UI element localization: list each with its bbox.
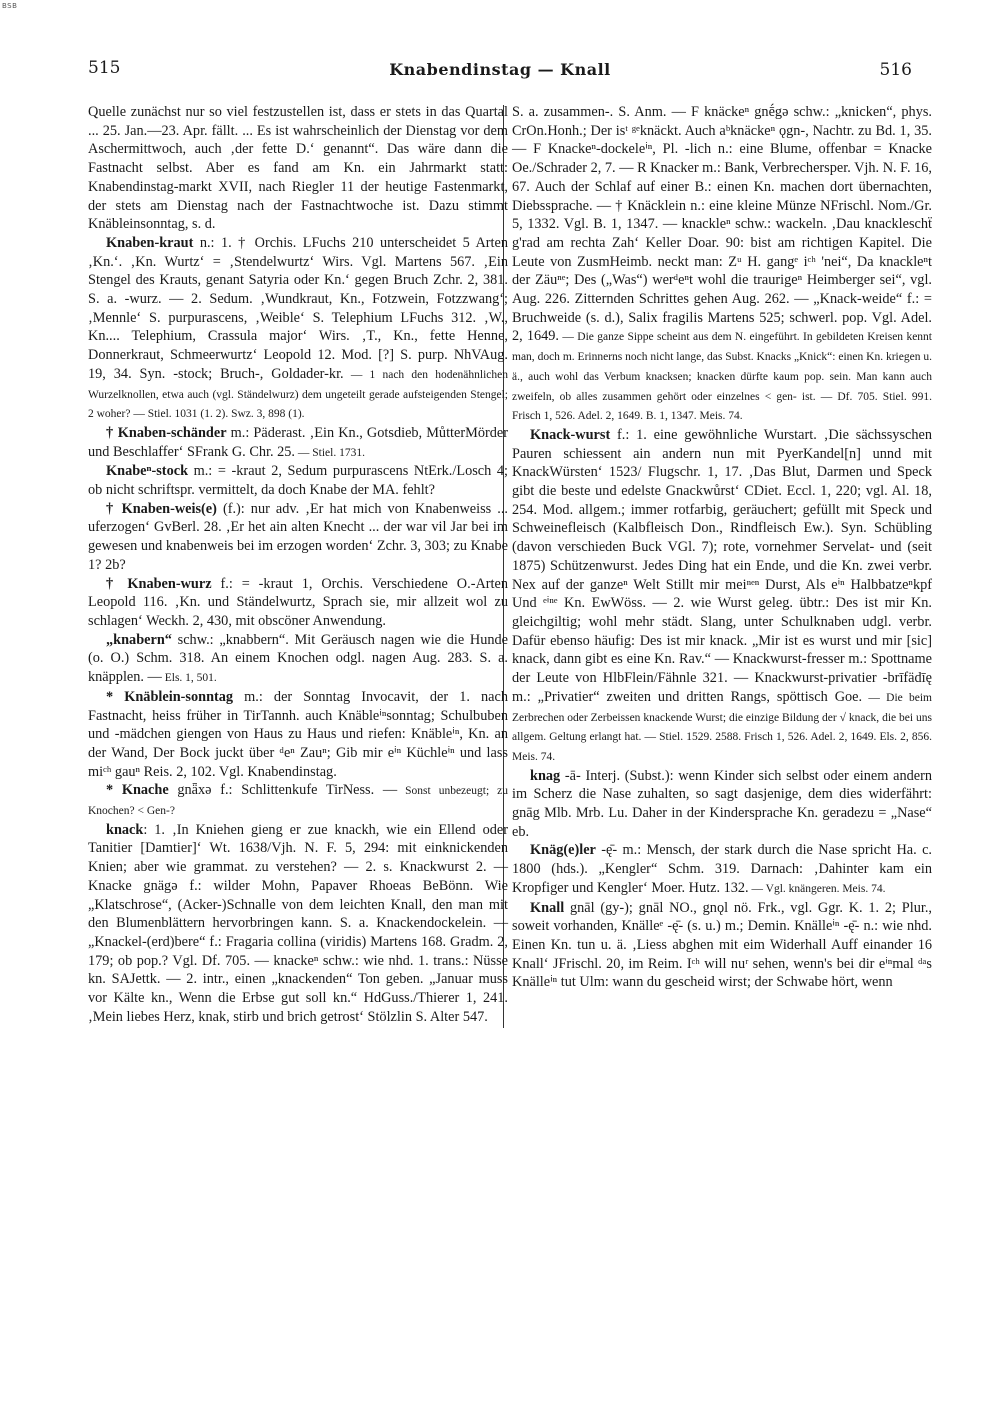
entry-note: — Die ganze Sippe scheint aus dem N. eingeführt. In gebildeten Kreisen kennt man, doch m. Erinnerns noch nicht lange, das Subst. Knacks „Knick“: einen Kn. kriegen u. ä., auch wohl das Verbum knacksen; knacken dürfte kaum pop. sein. Man kann auch zweifeln, ob alles zusammen gehört oder einzelnes < gen- ist. — Df. 705. Stiel. 991. Frisch 1, 526. Adel. 2, 1649. B. 1, 1347. Meis. 74. — [512, 331, 932, 423]
entry-headword: Knäg(e)ler — [530, 842, 596, 859]
entry-note: Sonst unbezeugt; zu Knochen? < Gen-? — [88, 785, 508, 818]
page-header — [88, 58, 912, 84]
entry-text: Quelle zunächst nur so viel festzustellen ist, dass er stets in das Quartal ... 25. Jan.—23. Apr. fällt. ... Es ist wahrscheinlich der Dienstag vor dem Aschermittwoch, auch ‚der fette D.‘ genannt“. Das wäre dann die Fastnacht selbst. Aber es fand am Kn. ein Jahrmarkt statt: Knabendinstag-markt XVII, nach Riegler 11 der heutige Fastenmarkt, der stets am Dienstag nach der Fastnachtwoche ist. Dazu stimmt Knäbleinsonntag, s. d. — [88, 104, 508, 233]
dictionary-entry — [512, 103, 932, 426]
left-column — [88, 103, 508, 1026]
entry-text: f.: = -kraut 1, Orchis. Verschiedene O.-Arten Leopold 116. ‚Kn. und Ständelwurtz, Sprach sie, mir allzeit wol zu schlagen‘ Weckh. 2, 430, mit obscöner Anwendung. — [88, 575, 509, 629]
dictionary-entry — [88, 234, 508, 424]
entry-headword: „knabern“ — [106, 631, 172, 648]
dictionary-entry — [512, 899, 932, 993]
entry-text: gnǟxə f.: Schlittenkufe TirNess. — — [168, 782, 398, 799]
entry-headword: * Knäblein-sonntag — [106, 688, 234, 705]
entry-headword: * Knache — [106, 782, 169, 799]
page-number-left: 515 — [88, 58, 121, 78]
entry-text: m.: der Sonntag Invocavit, der 1. nach Fastnacht, heiss früher in TirTannh. auch Knäbleⁱⁿsonntag; Schulbuben und -mädchen giengen von Haus zu Haus und riefen: Knäbleⁱⁿ, Kn. an der Wand, Der Bock juckt über ᵈeⁿ Zauⁿ; Gib mir eⁱⁿ Küchleⁱⁿ und lass miᶜʰ gauⁿ Reis. 2, 102. Vgl. Knabendinstag. — [88, 688, 508, 780]
entry-text: m.: Päderast. ‚Ein Kn., Gotsdieb, MůtterMörder und Beschlaffer‘ SFrank G. Chr. 25. — [88, 424, 509, 460]
dictionary-entry — [88, 821, 508, 1027]
dictionary-entry — [88, 462, 508, 499]
running-title: Knabendinstag — Knall — [389, 60, 611, 79]
dictionary-entry — [88, 575, 508, 631]
entry-headword: † Knaben-schänder — [106, 424, 227, 441]
entry-note: — 1 nach den hodenähnlichen Wurzelknollen, etwa auch (vgl. Ständelwurz) dem ungeteilt gerade aufsteigenden Stengel; 2 woher? — Stiel. 1031 (1. 2). Swz. 3, 898 (1). — [88, 368, 508, 421]
page-number-right: 516 — [879, 60, 912, 80]
entry-text: f.: 1. eine gewöhnliche Wurstart. ‚Die sächssyschen Pauren schiessent ain andern nun mit PyerKandel[n] unnd mit KnackWürsten‘ 1523/ Flugschr. 1, 17. ‚Das Blut, Darmen und Speck gibt die beste und edelste Gnackwůrst‘ CDiet. Eccl. 1, 220; vgl. Al. 18, 254. Mod. allgem.; immer rotfarbig, geräuchert; gefüllt mit Speck und Schweinefleisch (Kalbfleisch Don., Rindfleisch Ew.). Syn. Schübling (davon verschieden Buck VGl. 7); rote, vornehmer Servelat- und (seit 1875) Schützenwurst. Jedes Ding hat ein Ende, und die Kn. zwei verbr. Nex auf der ganzeⁿ Welt Stillt mir meiⁿᵉⁿ Durst, Als eⁱⁿ Halbbatzeⁿkpf Und ᵉⁱⁿᵉ Kn. EwWöss. — 2. wie Wurst geleg. übtr.: Des ist mir Kn. gleichgiltig; wohl mehr städt. Slang, unter Schulknaben udgl. verbr. Dafür ebenso häufig: Des ist mir knack. „Mir ist es wurst und mir [sic] knack, dann gibt es eine Kn. Rav.“ — Knackwurst-fresser m.: Spottname der Leute von HlbFlein/Fähnle 321. — Knackwurst-privatier -brīfädīę m.: „Privatier“ zweiten und dritten Rangs, spöttisch Goe. — [512, 426, 932, 705]
entry-note: — Vgl. knängeren. Meis. 74. — [748, 882, 886, 895]
entry-text: (f.): nur adv. ‚Er hat mich von Knabenweiss ... uferzogen‘ GvBerl. 28. ‚Er het ain alten Knecht ... der war vil Jar bei im gewesen und knabenweis bei im erzogen worden‘ Zchr. 3, 303; zu Knabe 1? 2b? — [88, 500, 508, 573]
entry-headword: knack — [106, 821, 144, 838]
entry-note: Els. 1, 501. — [161, 672, 217, 685]
entry-text: S. a. zusammen-. S. Anm. — F knäckeⁿ gnḗgə schw.: „knicken“, phys. CrOn.Honh.; Der isᵗ ᵍᵉknäckt. Auch aᵇknäckeⁿ ǫgn-, Nachtr. zu Bd. 1, 35. — F Knackeⁿ-dockeleⁱⁿ, Pl. -lich n.: eine Blume, offenbar = Knacke Oe./Schrader 2, 7. — R Knacker m.: Bank, Verbrechersper. Vjh. N. F. 16, 67. Auch der Schlaf auf einer B.: einen Kn. machen dort übernachten, Diebssprache. — † Knäcklein n.: eine kleine Münze NFrischl. Nom./Gr. 5, 1332. Vgl. B. 1, 1347. — knackleⁿ schw.: wackeln. ‚Dau knackleschẗ g'rad am rechta Zah‘ Keller Doar. 90: bist am richtigen Kapitel. Die Leute von ZusmHeimb. neckt man: Zᵘ H. gangᵉ iᶜʰ 'nei“, Da knackleⁿt der Zäuⁿᵉ; Des („Was“) werᵈeⁿt wohl die traurigeⁿ Heimberger sei“, vgl. Aug. 226. Zitternden Schrittes gehen Aug. 262. — „Knack-weide“ f.: = Bruchweide (s. d.), Salix fragilis Martens 525; schwerl. pop. Vgl. Adel. 2, 1649. — [512, 104, 932, 345]
entry-note: — Die beim Zerbrechen oder Zerbeissen knackende Wurst; die einzige Bildung der √ knack, die bei uns allgem. Geltung erlangt hat. — Stiel. 1529. 2588. Frisch 1, 526. Adel. 2, 1649. Els. 2, 856. Meis. 74. — [512, 691, 933, 763]
dictionary-entry — [512, 767, 932, 842]
dictionary-entry — [88, 500, 508, 575]
dictionary-entry — [88, 688, 508, 782]
right-column — [512, 103, 932, 992]
entry-text: schw.: „knabbern“. Mit Geräusch nagen wie die Hunde (o. O.) Schm. 318. An einem Knochen odgl. nagen Aug. 283. S. a. knäpplen. — — [88, 631, 508, 686]
dictionary-entry — [88, 103, 508, 234]
dictionary-entry — [88, 424, 508, 462]
dictionary-entry — [512, 841, 932, 898]
entry-headword: Knabeⁿ-stock — [106, 463, 189, 480]
entry-headword: Knall — [530, 899, 565, 916]
entry-headword: † Knaben-weis(e) — [106, 500, 217, 517]
entry-headword: † Knaben-wurz — [106, 575, 212, 592]
entry-headword: Knack-wurst — [530, 426, 611, 443]
entry-text: m.: = -kraut 2, Sedum purpurascens NtErk./Losch 4; ob nicht schriftspr. vermittelt, da doch Knabe der MA. fehlt? — [88, 463, 508, 499]
library-stamp: BSB — [2, 2, 18, 10]
entry-text: : 1. ‚In Kniehen gieng er zue knackh, wie ein Ellend oder Tanitier [Damtier]‘ Wt. 1638/Vjh. N. F. 5, 294: mit einknickenden Knien; aber wie grammat. zu verstehen? — 2. s. Knackwurst 2. — Knacke gnägə f.: wilder Mohn, Papaver Rhoeas BeBönn. Wie „Klatschrose“, (Acker-)Schnalle von dem leichten Knall, den man mit den Blumenblättern hervorbringen kann. S. a. Knackendockelein. — „Knackel-(erd)bere“ f.: Fragaria collina (viridis) Martens 168. Gradm. 2, 179; ob pop.? Vgl. Df. 705. — knackeⁿ schw.: wie nhd. 1. trans.: Nüsse kn. SAJettk. — 2. intr., einen „knackenden“ Ton geben. „Januar muss vor Kälte kn., Wenn die Erbse gut soll kn.“ HdGuss./Thierer 1, 241. ‚Mein liebes Herz, knak, stirb und brich getrost‘ Stölzlin S. Alter 547. — [88, 821, 508, 1025]
entry-text: -ę̄- m.: Mensch, der stark durch die Nase spricht Ha. c. 1800 (hds.). „Kengler“ Schm. 319. Darnach: ‚Dahinter kam ein Kropfiger und Kengler‘ Moer. Hutz. 132. — [512, 842, 932, 896]
entry-note: — Stiel. 1731. — [295, 446, 365, 459]
entry-headword: knag — [530, 767, 561, 784]
dictionary-entry — [88, 781, 508, 820]
entry-headword: Knaben-kraut — [106, 234, 194, 251]
dictionary-entry — [512, 426, 932, 767]
entry-text: gnāl (gy-); gnāl NO., gnǫl nö. Frk., vgl. Ggr. K. 1. 2; Plur., soweit vorhanden, Knälleᵉ -ę̄- (s. u.) m.; Demin. Knälleⁱⁿ -ę̄- n.: wie nhd. Einen Kn. tun u. ä. ‚Liess abghen mit eim Widerhall Auff einander 16 Knall‘ JFrischl. 20, im Reim. Iᶜʰ will nuʳ sehen, wenn's bei dir eⁱⁿmal ᵈᵃs Knälleⁱⁿ tut Ulm: wann du gescheid wirst; der Schwabe hört, wenn — [512, 899, 932, 991]
dictionary-entry — [88, 631, 508, 688]
entry-text: n.: 1. † Orchis. LFuchs 210 unterscheidet 5 Arten ‚Kn.‘. ‚Kn. Wurtz‘ = ‚Stendelwurtz‘ Wirs. Vgl. Martens 567. ‚Ein Stengel des Krauts, genant Satyria oder Kn.‘ gegen Bruch Zchr. 2, 381. S. a. -wurz. — 2. Sedum. ‚Wundkraut, Kn., Fotzwein, Fotzzwang‘; ‚Mennle‘ S. purpurascens, ‚Weible‘ S. Telephium LFuchs 312. ‚W., Kn.... Telephium, Crassula major‘ Wirs. ‚T., Kn., fette Henne, Donnerkraut, Schmeerwurtz‘ Leopold 12. Mod. [?] S. purp. NhVAug. 19, 34. Syn. -stock; Bruch-, Goldader-kr. — [88, 234, 508, 382]
entry-text: -ā- Interj. (Subst.): wenn Kinder sich selbst oder einem andern im Scherz die Nase zuhalten, so sagt dasjenige, dem dies widerfährt: gnāg Mlb. Mrb. Lu. Daher in der Kindersprache Kn. geradezu = „Nase“ eb. — [512, 767, 932, 840]
